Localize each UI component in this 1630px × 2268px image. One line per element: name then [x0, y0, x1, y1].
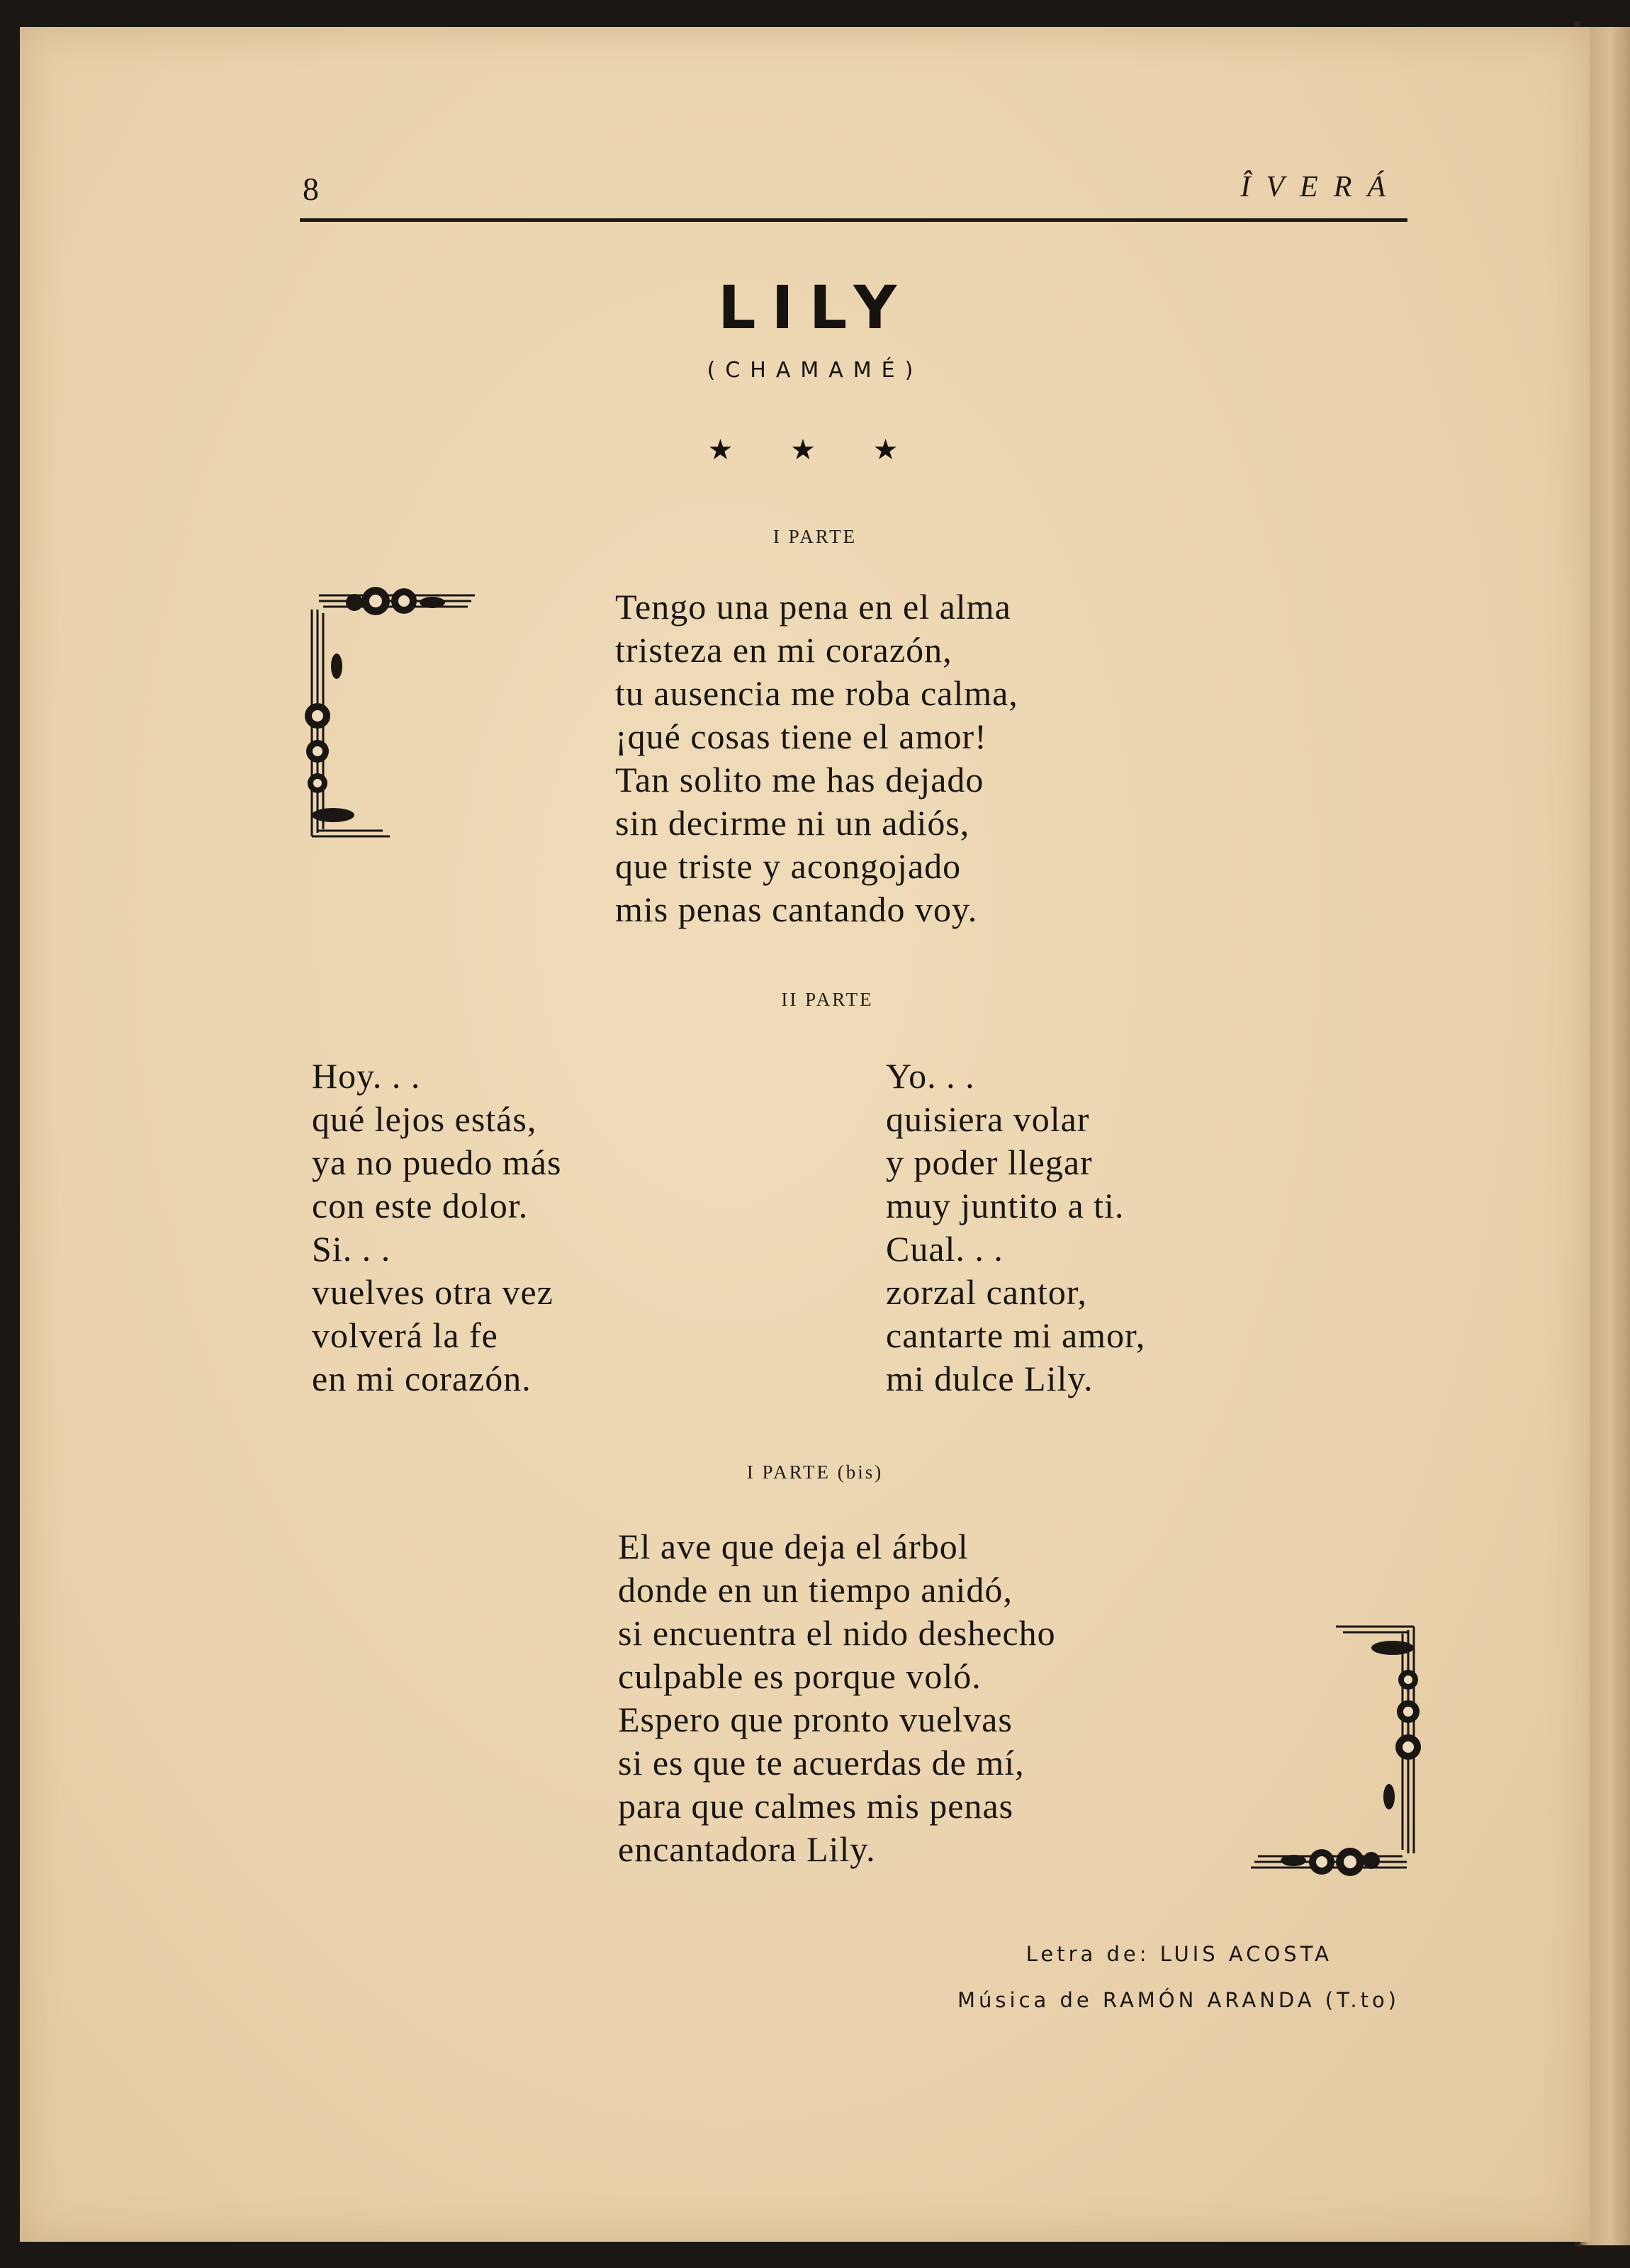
verse-line: vuelves otra vez [312, 1272, 553, 1312]
verse-line: mis penas cantando voy. [615, 889, 978, 929]
verse-line: Tan solito me has dejado [615, 760, 984, 799]
verse-line: con este dolor. [312, 1186, 529, 1225]
verse-line: tristeza en mi corazón, [615, 630, 952, 670]
verse-part-1-bis [618, 1525, 1056, 1871]
verse-line: culpable es porque voló. [618, 1656, 982, 1696]
running-title: ÎVERÁ [1240, 171, 1401, 203]
verse-line: cantarte mi amor, [886, 1315, 1146, 1355]
header-rule [300, 218, 1407, 222]
corner-ornament-top-left [298, 581, 482, 847]
verse-line: qué lejos estás, [312, 1099, 537, 1139]
verse-line: donde en un tiempo anidó, [618, 1570, 1013, 1610]
verse-line: que triste y acongojado [615, 846, 962, 886]
verse-line: si es que te acuerdas de mí, [618, 1743, 1025, 1783]
verse-line: si encuentra el nido deshecho [618, 1613, 1056, 1653]
song-title: LILY [717, 273, 913, 342]
verse-line: Hoy. . . [312, 1056, 421, 1096]
verse-line: Espero que pronto vuelvas [618, 1700, 1013, 1739]
section-label-part-2: II PARTE [781, 989, 874, 1010]
verse-line: muy juntito a ti. [886, 1186, 1125, 1225]
verse-line: sin decirme ni un adiós, [615, 803, 970, 843]
verse-part-1 [615, 585, 1018, 931]
lyrics-credit: Letra de: LUIS ACOSTA [1025, 1942, 1332, 1966]
song-subtitle: (CHAMAMÉ) [707, 358, 923, 383]
star-divider: ★ ★ ★ [707, 434, 923, 466]
verse-line: tu ausencia me roba calma, [615, 673, 1018, 713]
music-credit: Música de RAMÓN ARANDA (T.to) [957, 1988, 1400, 2012]
verse-line: Yo. . . [886, 1056, 975, 1096]
verse-line: ya no puedo más [312, 1143, 562, 1182]
verse-part-2-right [886, 1055, 1145, 1400]
verse-line: en mi corazón. [312, 1359, 532, 1398]
corner-ornament-bottom-right [1244, 1616, 1428, 1882]
verse-line: zorzal cantor, [886, 1272, 1088, 1312]
verse-line: y poder llegar [886, 1143, 1093, 1182]
verse-line: mi dulce Lily. [886, 1359, 1094, 1398]
verse-line: quisiera volar [886, 1099, 1090, 1139]
page-number: 8 [303, 171, 319, 207]
verse-line: ¡qué cosas tiene el amor! [615, 717, 987, 756]
section-label-part-1: I PARTE [772, 526, 858, 547]
page-header [300, 163, 1405, 220]
verse-line: El ave que deja el árbol [618, 1527, 969, 1566]
verse-line: encantadora Lily. [618, 1829, 876, 1869]
verse-line: Tengo una pena en el alma [615, 587, 1011, 627]
verse-line: Cual. . . [886, 1229, 1004, 1269]
verse-line: Si. . . [312, 1229, 391, 1269]
verse-line: para que calmes mis penas [618, 1786, 1014, 1826]
section-label-part-1-bis: I PARTE (bis) [746, 1461, 884, 1483]
verse-line: volverá la fe [312, 1315, 498, 1355]
verse-part-2-left [312, 1055, 561, 1400]
